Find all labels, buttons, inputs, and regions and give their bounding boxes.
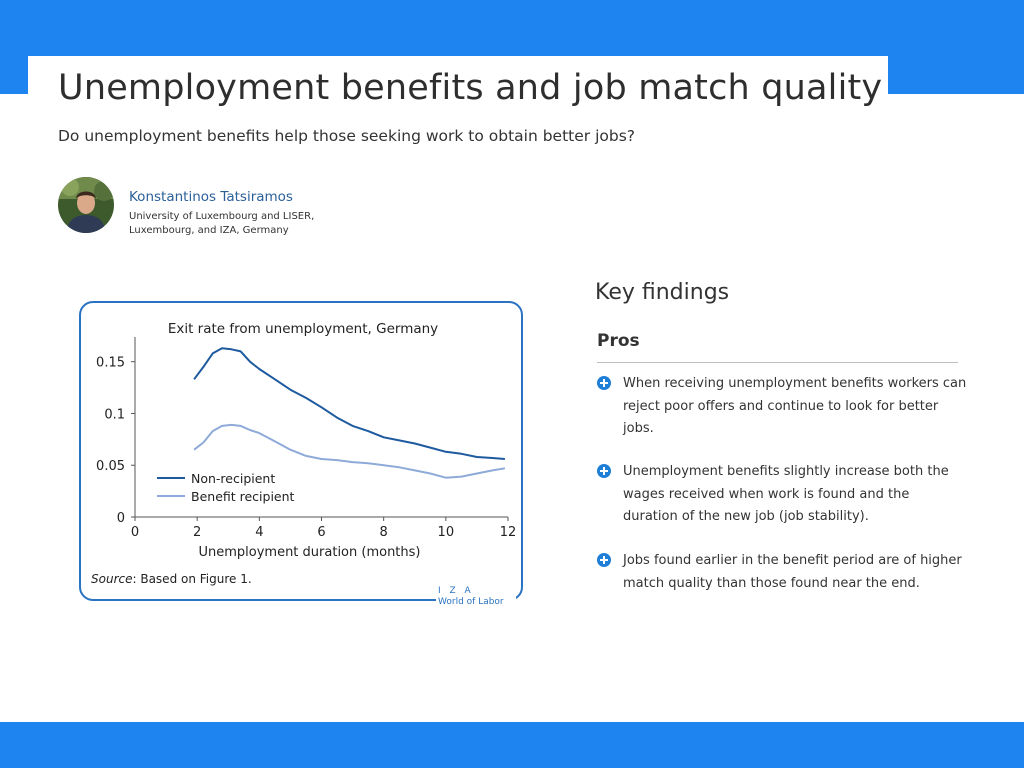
x-tick-label: 10 [437,525,455,540]
x-tick-label: 12 [499,525,517,540]
author-affiliation [129,210,349,238]
x-tick-label: 8 [379,525,388,540]
source-text: : Based on Figure 1. [132,572,252,586]
page-title: Unemployment benefits and job match quality [58,68,883,108]
author-photo-icon [58,177,114,233]
pro-text: When receiving unemployment benefits workers can reject poor offers and continue to look for better jobs. [623,376,967,436]
series-line-non-recipient [194,348,505,459]
author-avatar [58,177,114,233]
page-subtitle: Do unemployment benefits help those seeking work to obtain better jobs? [58,127,636,145]
chart-source [91,572,252,586]
iza-brand [436,586,516,608]
author-name[interactable]: Konstantinos Tatsiramos [129,189,293,205]
bottom-band [0,722,1024,768]
y-tick-label: 0.1 [104,407,125,423]
pro-text: Unemployment benefits slightly increase both the wages received when work is found and the duration of the new job (job stability). [623,464,949,524]
x-tick-label: 2 [193,525,202,540]
y-tick-label: 0.15 [96,355,125,371]
legend-label: Non-recipient [191,471,276,486]
pros-title: Pros [597,331,640,351]
series-line-benefit-recipient [194,425,505,478]
y-tick-label: 0 [116,511,125,526]
affiliation-line-1: University of Luxembourg and LISER, [129,211,315,222]
y-tick-label: 0.05 [96,459,125,475]
pro-text: Jobs found earlier in the benefit period are of higher match quality than those found near the end. [623,553,962,591]
source-label: Source [91,572,133,586]
brand-iza: I Z A [438,586,474,596]
x-tick-label: 0 [130,525,140,540]
plus-circle-icon [597,553,611,567]
plus-circle-icon [597,376,611,390]
legend-label: Benefit recipient [191,489,295,504]
chart-figure [79,301,523,601]
chart-title: Exit rate from unemployment, Germany [167,321,439,337]
brand-wol: World of Labor [438,597,504,607]
affiliation-line-2: Luxembourg, and IZA, Germany [129,225,289,236]
x-axis-label: Unemployment duration (months) [198,545,421,560]
exit-rate-chart [81,303,525,603]
x-tick-label: 6 [317,525,326,540]
pros-divider [597,362,958,363]
key-findings-title: Key findings [595,280,730,305]
x-tick-label: 4 [255,525,264,540]
plus-circle-icon [597,464,611,478]
